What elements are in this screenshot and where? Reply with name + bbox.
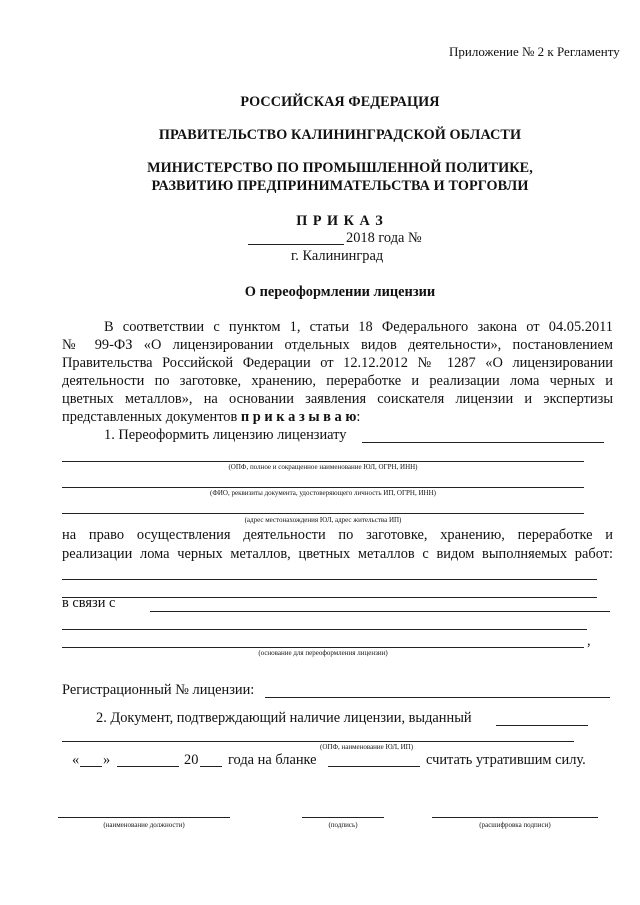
reason-blank-3[interactable]	[62, 647, 584, 648]
order-date-blank	[248, 244, 344, 245]
activity-line: на право осуществления деятельности по заготовке, хранению, переработке и	[62, 527, 613, 543]
activity-paragraph	[62, 526, 613, 564]
blank-form-text: года на бланке	[228, 752, 317, 768]
preamble-order-word: п р и к а з ы в а ю	[240, 409, 357, 425]
hint-address: (адрес местонахождения ЮЛ, адрес жительства ИП)	[244, 516, 402, 524]
preamble	[62, 318, 613, 426]
issuer-blank-1[interactable]	[496, 725, 588, 726]
licensee-blank[interactable]	[362, 442, 604, 443]
licensee-name-blank[interactable]	[62, 461, 584, 462]
header-government: ПРАВИТЕЛЬСТВО КАЛИНИНГРАДСКОЙ ОБЛАСТИ	[158, 127, 522, 143]
order-subject: О переоформлении лицензии	[244, 284, 436, 300]
position-blank[interactable]	[58, 817, 230, 818]
preamble-line: деятельности по заготовке, хранению, переработке и реализации лома черных и	[62, 373, 613, 389]
hint-person-details: (ФИО, реквизиты документа, удостоверяющего личность ИП, ОГРН, ИНН)	[210, 489, 436, 497]
reason-comma: ,	[587, 633, 591, 649]
due-to-label: в связи с	[62, 595, 116, 611]
issuer-blank-2[interactable]	[62, 741, 574, 742]
date-close-quote: »	[103, 752, 111, 768]
licensee-id-blank[interactable]	[62, 487, 584, 488]
appendix-note: Приложение № 2 к Регламенту	[449, 44, 620, 59]
day-blank[interactable]	[80, 766, 102, 767]
hint-decode: (расшифровка подписи)	[479, 821, 551, 829]
registration-blank[interactable]	[265, 697, 610, 698]
works-blank-2[interactable]	[62, 597, 597, 598]
signature-blank[interactable]	[302, 817, 384, 818]
hint-issuer: (ОПФ, наименование ЮЛ, ИП)	[320, 743, 414, 751]
header-country: РОССИЙСКАЯ ФЕДЕРАЦИЯ	[240, 94, 440, 110]
header-ministry-line1: МИНИСТЕРСТВО ПО ПРОМЫШЛЕННОЙ ПОЛИТИКЕ,	[147, 160, 533, 176]
preamble-line: цветных металлов», на основании заявления соискателя лицензии и экспертизы	[62, 391, 613, 407]
invalid-text: считать утратившим силу.	[426, 752, 586, 768]
year-blank[interactable]	[200, 766, 222, 767]
order-city: г. Калининград	[291, 248, 384, 264]
registration-label: Регистрационный № лицензии:	[62, 682, 255, 698]
licensee-address-blank[interactable]	[62, 513, 584, 514]
month-blank[interactable]	[117, 766, 179, 767]
form-number-blank[interactable]	[328, 766, 420, 767]
decode-blank[interactable]	[432, 817, 598, 818]
order-date-text: 2018 года №	[346, 230, 422, 246]
preamble-last-prefix: представленных документов	[62, 409, 238, 425]
preamble-line: № 99-ФЗ «О лицензировании отдельных видов деятельности», постановлением	[62, 337, 613, 353]
order-title: П Р И К А З	[296, 213, 384, 229]
item2-text: 2. Документ, подтверждающий наличие лицензии, выданный	[96, 710, 472, 726]
preamble-line: В соответствии с пунктом 1, статьи 18 Федерального закона от 04.05.2011	[104, 319, 613, 335]
year-prefix: 20	[184, 752, 199, 768]
hint-reason: (основание для переоформления лицензии)	[258, 649, 388, 657]
hint-org-name: (ОПФ, полное и сокращенное наименование ЮЛ, ОГРН, ИНН)	[228, 463, 418, 471]
hint-position: (наименование должности)	[103, 821, 185, 829]
works-blank-1[interactable]	[62, 579, 597, 580]
date-open-quote: «	[72, 752, 80, 768]
reason-blank-2[interactable]	[62, 629, 587, 630]
hint-signature: (подпись)	[328, 821, 358, 829]
header-ministry-line2: РАЗВИТИЮ ПРЕДПРИНИМАТЕЛЬСТВА И ТОРГОВЛИ	[151, 178, 529, 194]
reason-blank-1[interactable]	[150, 611, 610, 612]
preamble-colon: :	[356, 409, 361, 425]
activity-line: реализации лома черных металлов, цветных металлов с видом выполняемых работ:	[62, 546, 613, 562]
preamble-line: Правительства Российской Федерации от 12.12.2012 № 1287 «О лицензировании	[62, 355, 613, 371]
item1-text: 1. Переоформить лицензию лицензиату	[104, 427, 347, 443]
